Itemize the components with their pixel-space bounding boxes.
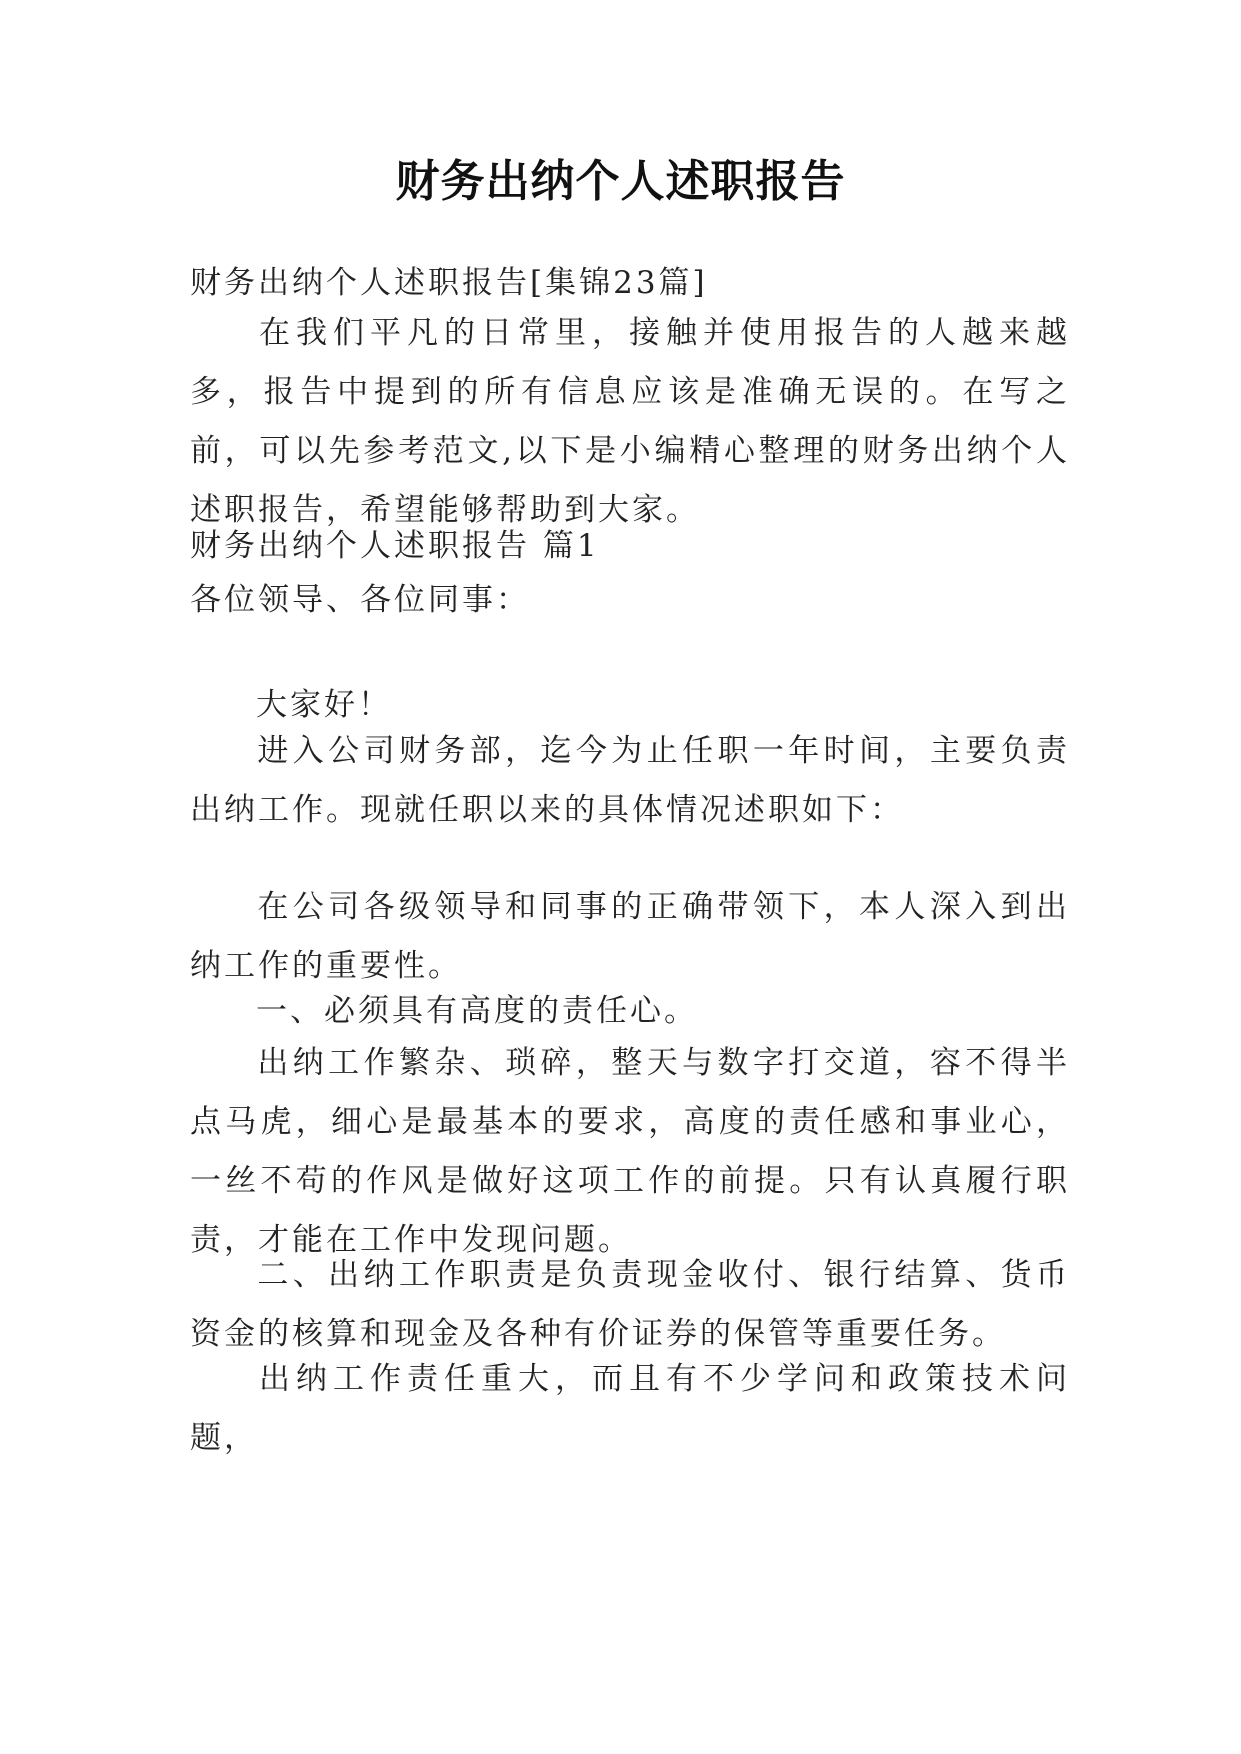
point-1: 一、必须具有高度的责任心。 — [256, 993, 698, 1029]
point-2-text: 二、出纳工作职责是负责现金收付、银行结算、货币资金的核算和现金及各种有价证券的保管等重要任务。 — [190, 1257, 1070, 1352]
section-heading: 财务出纳个人述职报告 篇1 — [190, 528, 600, 564]
document-title: 财务出纳个人述职报告 — [395, 156, 846, 207]
document-subtitle: 财务出纳个人述职报告[集锦23篇] — [190, 265, 708, 301]
paragraph-4 — [190, 1350, 1070, 1468]
paragraph-3-text: 出纳工作繁杂、琐碎，整天与数字打交道，容不得半点马虎，细心是最基本的要求，高度的责任感和事业心，一丝不苟的作风是做好这项工作的前提。只有认真履行职责，才能在工作中发现问题。 — [190, 1045, 1070, 1258]
paragraph-2-text: 在公司各级领导和同事的正确带领下，本人深入到出纳工作的重要性。 — [190, 889, 1070, 984]
paragraph-2 — [190, 878, 1070, 996]
point-2 — [190, 1246, 1070, 1364]
salutation: 各位领导、各位同事： — [190, 582, 530, 618]
intro-text: 在我们平凡的日常里，接触并使用报告的人越来越多，报告中提到的所有信息应该是准确无误的。在写之前，可以先参考范文,以下是小编精心整理的财务出纳个人述职报告，希望能够帮助到大家。 — [190, 315, 1070, 528]
greeting: 大家好！ — [256, 687, 392, 723]
paragraph-4-text: 出纳工作责任重大，而且有不少学问和政策技术问题， — [190, 1361, 1070, 1456]
paragraph-1-text: 进入公司财务部，迄今为止任职一年时间，主要负责出纳工作。现就任职以来的具体情况述职如下： — [190, 733, 1070, 828]
intro-paragraph — [190, 304, 1070, 540]
paragraph-3 — [190, 1034, 1070, 1270]
paragraph-1 — [190, 722, 1070, 840]
